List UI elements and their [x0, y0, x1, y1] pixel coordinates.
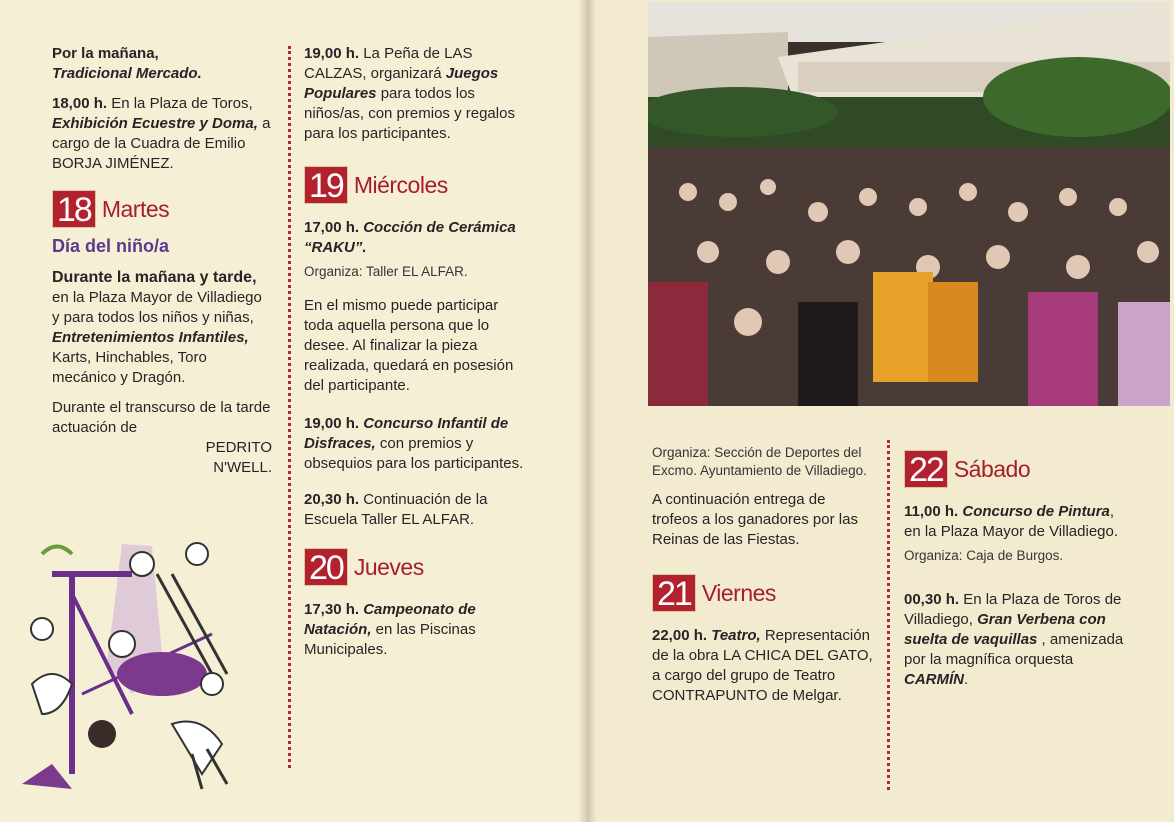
morning-label: Por la mañana,: [52, 45, 159, 62]
event-text: a cargo de la Cuadra de Emilio BORJA JIMÉNEZ.: [52, 115, 271, 172]
popular-games-entry: [304, 44, 526, 144]
day-header-22: [904, 450, 1126, 488]
event-text: Karts, Hinchables, Toro mecánico y Dragón.: [52, 349, 207, 386]
day-header-18: [52, 190, 272, 228]
column-1: [52, 44, 272, 488]
swimming-entry: [304, 600, 526, 660]
event-title: Campeonato de Natación,: [304, 601, 476, 638]
event-text: en las Piscinas Municipales.: [304, 621, 476, 658]
day-number: 20: [304, 548, 348, 586]
morning-market-entry: [52, 44, 272, 84]
event-title: Concurso de Pintura: [958, 503, 1110, 520]
theatre-entry: [652, 626, 874, 706]
column-divider: [288, 46, 291, 768]
event-text: con premios y obsequios para los participantes.: [304, 435, 524, 472]
market-event: Tradicional Mercado.: [52, 65, 202, 82]
event-text: En la Plaza de Toros de Villadiego,: [904, 591, 1122, 628]
day-header-20: [304, 548, 526, 586]
organizer: Organiza: Taller EL ALFAR.: [304, 264, 468, 279]
column-2: [304, 44, 526, 670]
event-title: Cocción de Cerámica “RAKU”.: [304, 219, 516, 256]
organizer: Organiza: Caja de Burgos.: [904, 548, 1064, 563]
day-header-21: [652, 574, 874, 612]
day-name: Martes: [101, 196, 170, 222]
day-number: 18: [52, 190, 96, 228]
performer-entry: [52, 398, 272, 478]
day-number: 22: [904, 450, 948, 488]
event-text: , en la Plaza Mayor de Villadiego.: [904, 503, 1119, 540]
performer-name: PEDRITO: [205, 439, 272, 456]
event-title: Entretenimientos Infantiles,: [52, 329, 249, 346]
costume-contest-entry: [304, 414, 526, 474]
children-playing-illustration: [12, 534, 262, 794]
event-text: en la Plaza Mayor de Villadiego y para todos los niños y niñas,: [52, 289, 262, 326]
children-activities-entry: [52, 268, 272, 388]
workshop-entry: [304, 490, 526, 530]
event-time: 17,30 h.: [304, 601, 360, 618]
performer-name: N'WELL.: [213, 459, 272, 476]
day-header-19: [304, 166, 526, 204]
day-name: Viernes: [701, 580, 776, 606]
column-3: [652, 444, 874, 716]
event-title: Juegos Populares: [304, 65, 499, 102]
event-time: 11,00 h.: [904, 503, 959, 520]
day-name: Sábado: [953, 456, 1031, 482]
event-text: En el mismo puede participar toda aquella persona que lo desee. Al finalizar la pieza realizada, quedará en posesión del participante.: [304, 297, 514, 394]
band-name: CARMÍN: [904, 671, 964, 688]
day-subtitle: Día del niño/a: [52, 236, 170, 256]
column-4: [904, 444, 1126, 700]
event-text: Representación de la obra LA CHICA DEL GATO, a cargo del grupo de Teatro CONTRAPUNTO de Melgar.: [652, 627, 873, 704]
event-time: 17,00 h.: [304, 219, 360, 236]
day-number: 19: [304, 166, 348, 204]
ceramics-entry: [304, 218, 526, 258]
event-time: 22,00 h.: [652, 627, 708, 644]
crowd-in-plaza-photo: [648, 2, 1170, 406]
event-time: 18,00 h.: [52, 95, 108, 112]
day-name: Jueves: [353, 554, 424, 580]
event-text: Continuación de la Escuela Taller EL ALFAR.: [304, 491, 488, 528]
painting-contest-entry: [904, 502, 1126, 542]
event-title: Exhibición Ecuestre y Doma,: [52, 115, 258, 132]
event-text: En la Plaza de Toros,: [107, 95, 253, 112]
event-title: Gran Verbena con suelta de vaquillas: [904, 611, 1106, 648]
event-time: 00,30 h.: [904, 591, 960, 608]
event-text: para todos los niños/as, con premios y regalos para los participantes.: [304, 85, 515, 142]
day-name: Miércoles: [353, 172, 448, 198]
organizer: Organiza: Sección de Deportes del Excmo. Ayuntamiento de Villadiego.: [652, 445, 867, 478]
column-divider: [887, 440, 890, 790]
book-spine: [578, 0, 596, 822]
event-text: A continuación entrega de trofeos a los ganadores por las Reinas de las Fiestas.: [652, 491, 858, 548]
event-text: Durante el transcurso de la tarde actuación de: [52, 399, 271, 436]
event-title: Concurso Infantil de Disfraces,: [304, 415, 509, 452]
event-text: .: [964, 671, 969, 688]
event-time: 20,30 h.: [304, 491, 360, 508]
horse-show-entry: [52, 94, 272, 174]
event-time: 19,00 h.: [304, 415, 360, 432]
verbena-entry: [904, 590, 1126, 690]
event-text: La Peña de LAS CALZAS, organizará: [304, 45, 473, 82]
event-title: Teatro,: [707, 627, 761, 644]
event-time: 19,00 h.: [304, 45, 360, 62]
event-time: Durante la mañana y tarde,: [52, 269, 257, 286]
event-text: , amenizada por la magnífica orquesta: [904, 631, 1124, 668]
day-number: 21: [652, 574, 696, 612]
